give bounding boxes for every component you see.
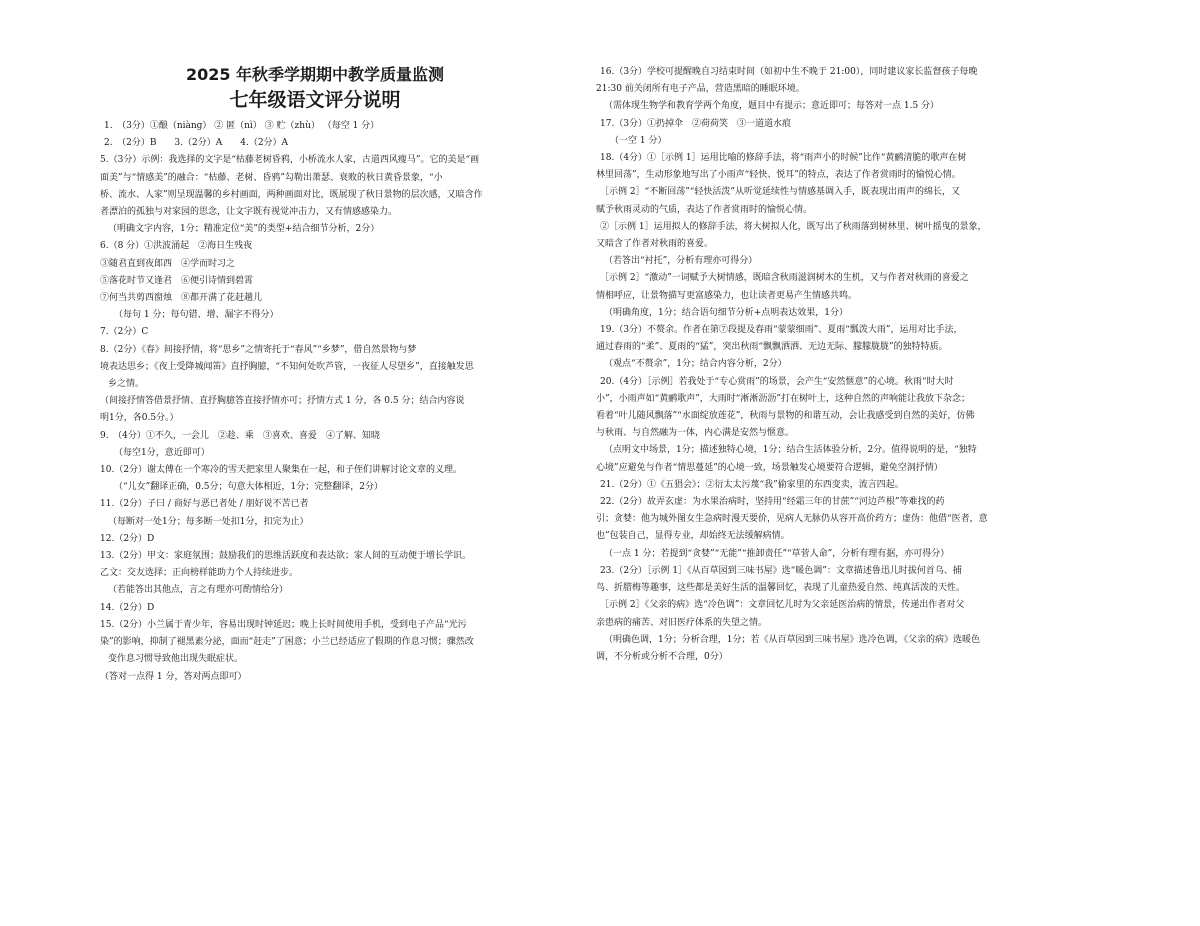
answer-line: 20.（4分）［示例］若我处于“专心赏雨”的场景，会产生“安然惬意”的心境。秋雨“时大时: [600, 376, 954, 387]
answer-line: ［示例 2］“激动”一词赋予大树情感，既暗含秋雨滋润树木的生机，又与作者对秋雨的喜爱之: [600, 273, 969, 284]
answer-line: （若能答出其他点，言之有理亦可酌情给分）: [108, 585, 289, 596]
answer-line: 通过春雨的“柔”、夏雨的“猛”，突出秋雨“飘飘洒洒、无边无际、朦朦胧胧”的独特特质。: [596, 342, 948, 353]
answer-line: 10.（2分）谢太傅在一个寒冷的雪天把家里人聚集在一起，和子侄们讲解讨论文章的义理。: [100, 465, 463, 476]
answer-line: 面美”与“情感美”的融合：“枯藤、老树、昏鸦”勾勒出萧瑟、衰败的秋日黄昏景象，“小: [100, 172, 443, 183]
answer-line: 引；贪婪：他为城外图女生急病时漫天要价，见病人无脉仍从容开高价药方；虚伪：他借“医者，意: [596, 514, 988, 525]
answer-line: 亲患病的痛苦、对旧医疗体系的失望之情。: [596, 617, 768, 628]
right-answer-lines: [596, 64, 1012, 666]
answer-line: 15.（2分）小兰属于青少年，容易出现时钟延迟；晚上长时间使用手机，受到电子产品“光污: [100, 619, 467, 630]
answer-line: （需体现生物学和教育学两个角度，题目中有提示；意近即可；每答对一点 1.5 分）: [604, 101, 940, 112]
answer-line: （明确角度，1分；结合语句细节分析+点明表达效果，1分）: [604, 307, 848, 318]
answer-line: 21.（2分）①《五猖会》；②衍太太污蔑“我”偷家里的东西变卖，流言四起。: [600, 479, 904, 490]
answer-line: 小”，小雨声如“黄鹂歌声”，大雨时“淅淅沥沥”打在树叶上，这种自然的声响能让我放下杂念；: [596, 393, 971, 404]
answer-line: ［示例 2］《父亲的病》选“冷色调”：文章回忆儿时为父亲延医治病的情景，传递出作者对父: [600, 600, 965, 611]
answer-line: 者漂泊的孤独与对家园的思念，让文字既有视觉冲击力，又有情感感染力。: [100, 207, 398, 218]
answer-line: 11.（2分）子曰 / 商好与恶已者处 / 朋好说不苦已者: [100, 499, 309, 510]
answer-line: （每空1分，意近即可）: [114, 447, 210, 458]
answer-line: ③随君直到夜郎西 ④学而时习之: [100, 258, 236, 269]
left-answer-lines: [100, 118, 520, 686]
answer-line: ⑤落花时节又逢君 ⑥便引诗情到碧霄: [100, 275, 254, 286]
answer-line: 18.（4分）①［示例 1］运用比喻的修辞手法，将“雨声小的时候”比作“黄鹂清脆的歌声在树: [600, 153, 967, 164]
right-column: [596, 64, 1012, 666]
answer-line: 情相呼应，让景物描写更富感染力，也让读者更易产生情感共鸣。: [596, 290, 858, 301]
answer-line: ⑦何当共剪西窗烛 ⑧都开满了花赶趟儿: [100, 293, 263, 304]
answer-line: 乙文：交友选择；正向榜样能助力个人持续进步。: [100, 568, 299, 579]
answer-line: 染”的影响，抑制了褪黑素分泌，面而“赶走”了困意；小兰已经适应了假期的作息习惯；骤然改: [100, 637, 474, 648]
answer-line: 5.（3分）示例：我选择的文字是“枯藤老树昏鸦，小桥流水人家，古道西风瘦马”。它的美是“画: [100, 155, 480, 166]
answer-line: 21:30 前关闭所有电子产品，营造黑暗的睡眠环境。: [596, 84, 805, 95]
answer-line: ②［示例 1］运用拟人的修辞手法，将大树拟人化，既写出了秋雨落到树林里、树叶摇曳的景象，: [600, 221, 987, 232]
answer-line: 23.（2分）［示例 1］《从百草园到三味书屋》选“暖色调”：文章描述鲁迅儿时拔何首乌、捕: [600, 565, 962, 576]
answer-line: （一点 1 分；若提到“贪婪”“无能”“推卸责任”“草菅人命”，分析有理有据，亦可得分）: [604, 548, 950, 559]
answer-line: 林里回荡”，生动形象地写出了小雨声“轻快、悦耳”的特点，表达了作者赏雨时的愉悦心情。: [596, 170, 961, 181]
answer-line: ［示例 2］“不断回荡”“轻快活泼”从听觉延续性与情感基调入手，既表现出雨声的绵长，又: [600, 187, 960, 198]
answer-line: 22.（2分）故弄玄虚：为水果治病时，坚持用“经霜三年的甘蔗”“河边芦根”等难找的药: [600, 497, 945, 508]
answer-line: （一空 1 分）: [610, 135, 667, 146]
answer-line: 调，不分析或分析不合理，0分）: [596, 651, 728, 662]
answer-line: 14.（2分）D: [100, 602, 155, 613]
answer-line: 2. （2分）B 3.（2分）A 4.（2分）A: [104, 138, 289, 149]
answer-line: （每断对一处1分；每多断一处扣1分，扣完为止）: [108, 516, 309, 527]
answer-line: （每句 1 分；每句错、增、漏字不得分）: [114, 310, 279, 321]
answer-line: 乡之情。: [108, 379, 145, 390]
answer-line: 与秋雨、与自然融为一体，内心满是安然与惬意。: [596, 428, 795, 439]
answer-line: 13.（2分）甲文：家庭氛围；鼓励我们的思维活跃度和表达欲；家人间的互动便于增长学识。: [100, 551, 472, 562]
answer-line: 桥、流水、人家”则呈现温馨的乡村画面，两种画面对比，既展现了秋日景物的层次感，又暗含作: [100, 189, 483, 200]
answer-line: 赋予秋雨灵动的气质，表达了作者赏雨时的愉悦心情。: [596, 204, 813, 215]
answer-line: （答对一点得 1 分，答对两点即可）: [100, 671, 247, 682]
answer-line: 也”包装自己，显得专业，却始终无法缓解病情。: [596, 531, 790, 542]
answer-line: 9. （4分）①不久，一会儿 ②趁、乘 ③喜欢、喜爱 ④了解、知晓: [100, 430, 380, 441]
answer-line: 鸟、折腊梅等趣事，这些都是美好生活的温馨回忆，表现了儿童热爱自然、纯真活泼的天性。: [596, 583, 966, 594]
answer-line: 12.（2分）D: [100, 533, 155, 544]
answer-line: （明确色调，1分；分析合理，1分；若《从百草园到三味书屋》选冷色调，《父亲的病》选暖色: [604, 634, 980, 645]
answer-line: 6.（8 分）①洪波涌起 ②海日生残夜: [100, 241, 253, 252]
answer-line: （点明文中场景，1分；描述独特心境，1分；结合生活体验分析，2分。值得说明的是，“独特: [604, 445, 977, 456]
answer-line: （明确文字内容，1分；精准定位“美”的类型+结合细节分析，2分）: [108, 224, 380, 235]
answer-line: 看着“叶儿随风飘落”“水面绽放莲花”，秋雨与景物的和谐互动，会让我感受到自然的美好，仿佛: [596, 411, 975, 422]
answer-line: 1. （3分）①酿（niàng） ② 匿（nì） ③ 贮（zhù） （每空 1 分）: [104, 121, 380, 131]
answer-line: 变作息习惯导致他出现失眠症状。: [108, 654, 244, 665]
left-column: [100, 64, 520, 686]
answer-line: 8.（2分）《春》间接抒情，将“思乡”之情寄托于“春风”“乡梦”，借自然景物与梦: [100, 344, 417, 355]
answer-line: （“儿女”翻译正确，0.5分；句意大体相近，1分；完整翻译，2分）: [114, 482, 383, 493]
answer-line: 心境”应避免与作者“情思蔓延”的心境一致，场景触发心境要符合逻辑，避免空洞抒情）: [596, 462, 943, 473]
document-title: 2025 年秋季学期期中教学质量监测: [185, 65, 445, 84]
answer-line: 17.（3分）①扔掉伞 ②荷荷笑 ③一道道水痕: [600, 118, 792, 129]
answer-line: 又暗含了作者对秋雨的喜爱。: [596, 239, 714, 250]
document-subtitle: 七年级语文评分说明: [229, 89, 401, 111]
answer-line: 16.（3分）学校可提醒晚自习结束时间（如初中生不晚于 21:00），同时建议家长监督孩子每晚: [600, 67, 978, 77]
answer-line: （若答出“衬托”，分析有理亦可得分）: [604, 256, 758, 267]
answer-line: 境表达思乡；《夜上受降城闻笛》直抒胸臆，“不知何处吹芦管，一夜征人尽望乡”，直接触发思: [100, 361, 474, 372]
answer-line: （间接抒情答借景抒情、直抒胸臆答直接抒情亦可；抒情方式 1 分，各 0.5 分；结合内容说: [100, 396, 465, 407]
answer-line: 19.（3分）不赘余。作者在第⑦段提及春雨“蒙蒙细雨”、夏雨“瓢泼大雨”，运用对比手法，: [600, 325, 963, 336]
answer-line: 明1分，各0.5分。）: [100, 413, 179, 424]
answer-line: （观点“不赘余”，1分；结合内容分析，2分）: [604, 359, 787, 370]
answer-line: 7.（2分）C: [100, 327, 149, 338]
